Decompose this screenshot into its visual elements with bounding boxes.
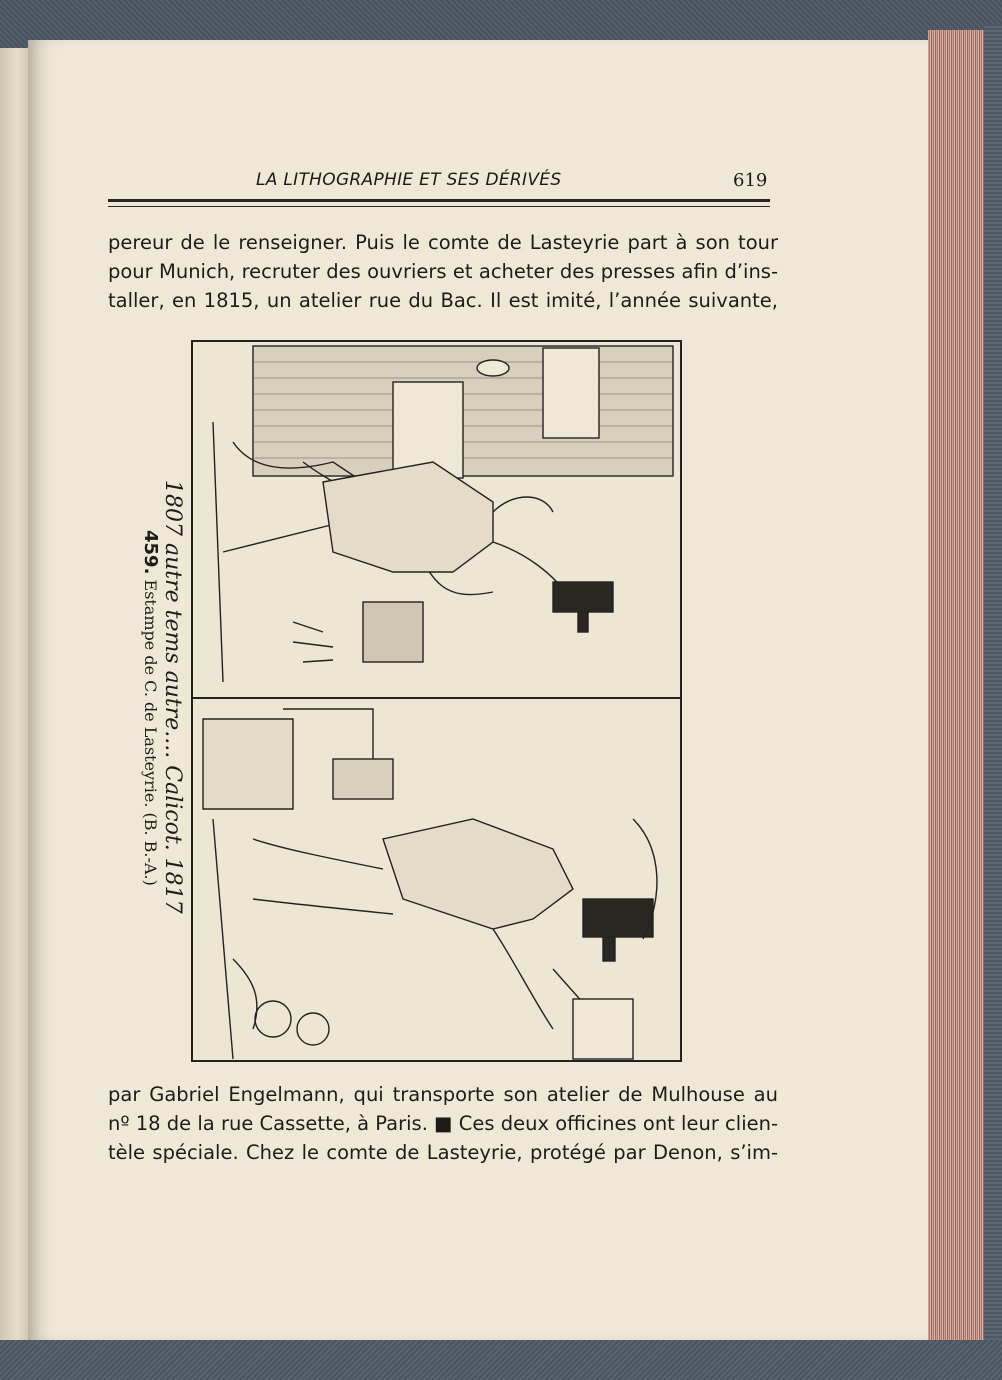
running-title: LA LITHOGRAPHIE ET SES DÉRIVÉS: [256, 170, 562, 190]
lithograph-figure: [191, 340, 682, 1062]
body-text-top: [108, 228, 778, 315]
figure-number: 459.: [140, 530, 161, 575]
header-rule-thick: [108, 199, 770, 202]
figure-credit: Estampe de C. de Lasteyrie. (B. B.-A.): [141, 579, 160, 886]
figure-caption-text: [140, 530, 161, 886]
text-line: pereur de le renseigner. Puis le comte de Lasteyrie part à son tour: [108, 231, 778, 254]
page-edges: [928, 30, 987, 1342]
text-line: tèle spéciale. Chez le comte de Lasteyrie, protégé par Denon, s’im-: [108, 1141, 778, 1164]
panel-1817: [203, 709, 657, 1059]
panel-1807: [213, 346, 673, 682]
page-number: 619: [733, 170, 768, 191]
body-text-bottom: [108, 1080, 778, 1167]
facing-page-edge: [0, 48, 28, 1340]
text-line: taller, en 1815, un atelier rue du Bac. Il est imité, l’année suivante,: [108, 289, 778, 312]
header-rule-thin: [108, 206, 770, 207]
book-cover-bottom: [0, 1340, 1002, 1380]
figure-title: 1807 autre tems autre.... Calicot. 1817: [160, 480, 185, 914]
lithograph-illustration: [193, 342, 680, 1060]
book-cover-right: [984, 24, 1002, 1344]
text-line: nº 18 de la rue Cassette, à Paris. ■ Ces deux officines ont leur clien-: [108, 1112, 778, 1135]
text-line: pour Munich, recruter des ouvriers et acheter des presses afin d’ins-: [108, 260, 778, 283]
text-line: par Gabriel Engelmann, qui transporte son atelier de Mulhouse au: [108, 1083, 778, 1106]
panel-divider: [193, 697, 680, 699]
